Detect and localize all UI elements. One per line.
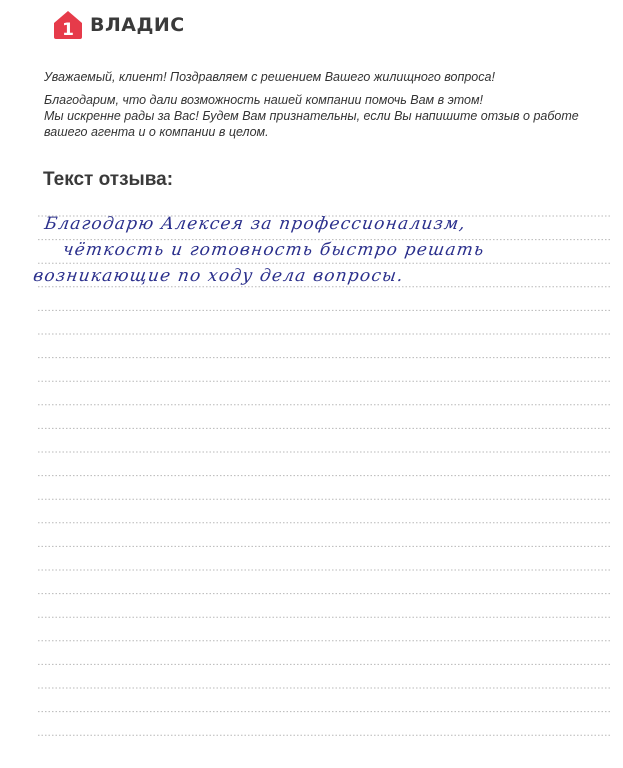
intro-line-3: вашего агента и о компании в целом. [44, 125, 269, 139]
intro-text [44, 69, 604, 140]
handwritten-line-3: возникающие по ходу дела вопросы. [31, 266, 406, 286]
review-title: Текст отзыва: [43, 169, 174, 190]
brand-logo [52, 9, 185, 41]
intro-line-2: Мы искренне рады за Вас! Будем Вам признательны, если Вы напишите отзыв о работе [44, 109, 579, 123]
logo-badge-number: 1 [62, 20, 74, 40]
intro-line-1: Благодарим, что дали возможность нашей компании помочь Вам в этом! [44, 93, 484, 107]
house-badge-icon [52, 9, 84, 41]
brand-name: ВЛАДИС [90, 14, 185, 36]
handwritten-line-1: Благодарю Алексея за профессионализм, [43, 214, 468, 234]
handwritten-line-2: чёткость и готовность быстро решать [61, 240, 486, 260]
intro-greeting: Уважаемый, клиент! Поздравляем с решением Вашего жилищного вопроса! [44, 70, 495, 84]
